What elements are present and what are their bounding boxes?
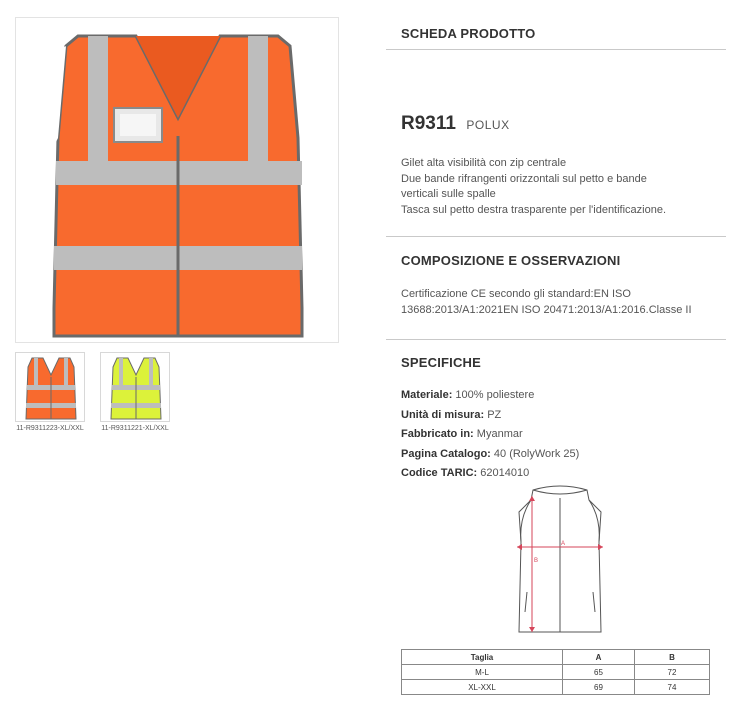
table-row <box>402 665 710 680</box>
divider <box>386 49 726 50</box>
divider <box>386 236 726 237</box>
table-cell: 69 <box>563 680 635 695</box>
table-cell: 74 <box>635 680 710 695</box>
main-product-image[interactable] <box>15 17 339 343</box>
specs-list <box>401 386 731 484</box>
spec-label: Unità di misura: <box>401 408 485 421</box>
measure-a-label: A <box>561 541 566 547</box>
table-cell: M-L <box>402 665 563 680</box>
spec-value: Myanmar <box>476 428 523 440</box>
thumbnail-yellow[interactable] <box>100 352 170 422</box>
vest-outline-diagram <box>505 482 615 637</box>
product-title <box>401 113 510 135</box>
table-cell: 65 <box>563 665 635 680</box>
spec-row-unit <box>401 406 731 426</box>
spec-row-origin <box>401 425 731 445</box>
spec-row-catalog-page <box>401 445 731 465</box>
measure-b-label: B <box>534 558 539 564</box>
product-name: POLUX <box>466 118 510 132</box>
composition-line: Certificazione CE secondo gli standard:EN ISO <box>401 288 631 300</box>
spec-row-taric <box>401 464 731 484</box>
table-cell: 72 <box>635 665 710 680</box>
spec-label: Pagina Catalogo: <box>401 447 491 460</box>
spec-label: Codice TARIC: <box>401 467 478 479</box>
spec-value: PZ <box>487 408 502 421</box>
column-header-b: B <box>635 650 710 665</box>
thumbnail-caption-yellow: 11-R9311221-XL/XXL <box>101 425 169 432</box>
vest-thumbnail-yellow <box>101 353 170 422</box>
table-row <box>402 680 710 695</box>
size-table <box>401 649 710 695</box>
spec-label: Fabbricato in: <box>401 428 474 440</box>
spec-row-material <box>401 386 731 406</box>
thumbnail-orange[interactable] <box>15 352 85 422</box>
divider <box>386 339 726 340</box>
specs-heading: SPECIFICHE <box>401 355 482 370</box>
description-line: Gilet alta visibilità con zip centrale <box>401 157 567 169</box>
product-sheet-heading: SCHEDA PRODOTTO <box>401 26 536 41</box>
table-header-row <box>402 650 710 665</box>
description-line: Tasca sul petto destra trasparente per l'identificazione. <box>401 203 667 216</box>
composition-line: 13688:2013/A1:2021EN ISO 20471:2013/A1:2016.Classe II <box>401 303 692 316</box>
thumbnail-caption-orange: 11-R9311223-XL/XXL <box>16 425 84 432</box>
composition-heading: COMPOSIZIONE E OSSERVAZIONI <box>401 253 621 268</box>
description-line: verticali sulle spalle <box>401 188 496 200</box>
spec-value: 100% poliestere <box>455 389 535 401</box>
table-cell: XL-XXL <box>402 680 563 695</box>
spec-value: 40 (RolyWork 25) <box>493 447 580 460</box>
description-line: Due bande rifrangenti orizzontali sul petto e bande <box>401 172 647 185</box>
spec-value: 62014010 <box>480 467 530 479</box>
vest-thumbnail-orange <box>16 353 85 422</box>
product-description <box>401 156 731 218</box>
column-header-a: A <box>563 650 635 665</box>
column-header-size: Taglia <box>402 650 563 665</box>
product-code: R9311 <box>401 113 456 134</box>
size-table-wrapper <box>401 649 710 695</box>
composition-text <box>401 287 731 318</box>
vest-illustration <box>16 18 339 343</box>
spec-label: Materiale: <box>401 389 453 401</box>
size-diagram <box>505 482 615 637</box>
